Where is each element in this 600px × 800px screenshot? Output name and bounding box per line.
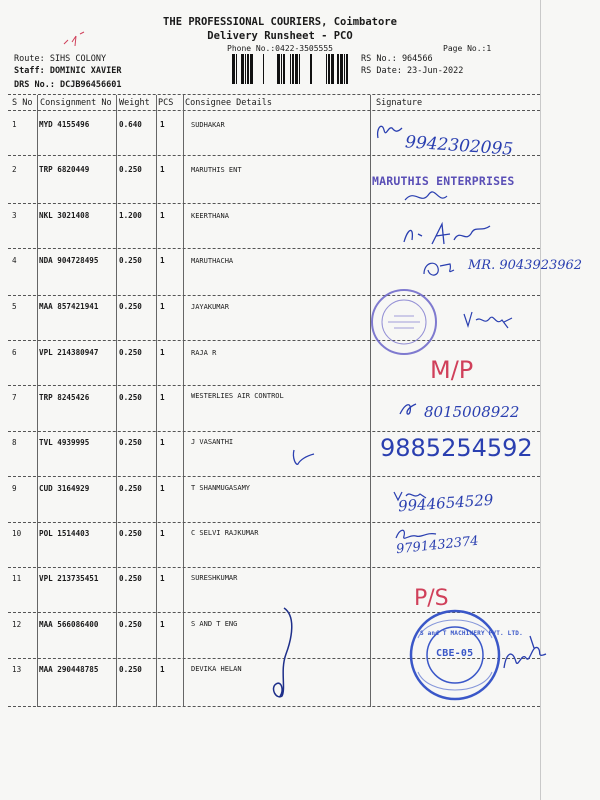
row-pcs: 1 (160, 302, 165, 311)
row-pcs: 1 (160, 348, 165, 357)
postal-seal-icon (368, 286, 440, 358)
row-sno: 7 (12, 393, 17, 402)
column-header-signature: Signature (376, 98, 423, 108)
table-header-rule (8, 110, 540, 111)
row-pcs: 1 (160, 211, 165, 220)
pen-mark-icon (60, 30, 90, 52)
table-top-rule (8, 94, 540, 95)
pen-loop-mark (262, 604, 308, 704)
row-pcs: 1 (160, 620, 165, 629)
column-header-pcs: PCS (158, 98, 174, 108)
row-consignee: SUDHAKAR (191, 121, 225, 129)
row-pcs: 1 (160, 529, 165, 538)
seal-center-text: CBE-05 (436, 648, 474, 659)
barcode-bar (250, 54, 253, 84)
barcode-bar (277, 54, 280, 84)
signature-text: P/S (414, 586, 449, 611)
row-pcs: 1 (160, 574, 165, 583)
barcode-bar (290, 54, 291, 84)
barcode-bar (326, 54, 327, 84)
row-consignment: MYD 4155496 (39, 120, 90, 129)
row-consignment: TVL 4939995 (39, 438, 90, 447)
row-consignee: T SHANMUGASAMY (191, 484, 251, 492)
row-consignee: DEVIKA HELAN (191, 665, 242, 673)
row-sno: 2 (12, 165, 17, 174)
row-consignee: J VASANTHI (191, 438, 234, 446)
row-weight: 0.250 (119, 438, 142, 447)
row-sno: 3 (12, 211, 17, 220)
barcode-bar (263, 54, 264, 84)
row-consignment: MAA 290448785 (39, 665, 99, 674)
barcode-bar (241, 54, 244, 84)
row-divider (8, 295, 540, 296)
barcode-bar (328, 54, 330, 84)
barcode-bar (337, 54, 339, 84)
row-weight: 0.640 (119, 120, 142, 129)
row-consignment: VPL 213735451 (39, 574, 99, 583)
column-header-consignment: Consignment No (40, 98, 112, 108)
row-pcs: 1 (160, 438, 165, 447)
signature-text: M/P (430, 356, 474, 384)
signature-phone: 9942302095 (404, 132, 514, 160)
row-pcs: 1 (160, 256, 165, 265)
row-consignee: MARUTHIS ENT (191, 166, 242, 174)
company-stamp: MARUTHIS ENTERPRISES (372, 174, 515, 188)
barcode-bar (292, 54, 294, 84)
seal-ring-text: S and T MACHINERY PVT. LTD. (420, 630, 523, 637)
row-pcs: 1 (160, 120, 165, 129)
row-pcs: 1 (160, 165, 165, 174)
barcode-bar (283, 54, 285, 84)
row-sno: 9 (12, 484, 17, 493)
row-sno: 4 (12, 256, 17, 265)
signature-phone: 9885254592 (380, 434, 533, 462)
drs-number: DRS No.: DCJB96456601 (14, 80, 122, 90)
barcode-bar (340, 54, 343, 84)
rs-date: RS Date: 23-Jun-2022 (361, 66, 464, 76)
row-divider (8, 476, 540, 477)
row-pcs: 1 (160, 665, 165, 674)
row-consignment: CUD 3164929 (39, 484, 90, 493)
staff-label: Staff: DOMINIC XAVIER (14, 66, 122, 76)
row-weight: 0.250 (119, 348, 142, 357)
table-bottom-rule (8, 706, 540, 707)
company-title: THE PROFESSIONAL COURIERS, Coimbatore (163, 16, 397, 28)
barcode-bar (247, 54, 249, 84)
signature-phone: 9944654529 (397, 490, 494, 516)
row-weight: 0.250 (119, 256, 142, 265)
signature-scribble (396, 398, 422, 420)
row-weight: 0.250 (119, 574, 142, 583)
barcode-bar (232, 54, 235, 84)
row-sno: 6 (12, 348, 17, 357)
route-label: Route: SIHS COLONY (14, 54, 107, 64)
runsheet-subtitle: Delivery Runsheet - PCO (207, 30, 353, 42)
row-weight: 0.250 (119, 484, 142, 493)
column-divider (183, 95, 184, 707)
row-sno: 12 (12, 620, 22, 629)
barcode (232, 54, 352, 84)
row-weight: 1.200 (119, 211, 142, 220)
page-edge (540, 0, 541, 800)
column-divider (156, 95, 157, 707)
row-sno: 11 (12, 574, 22, 583)
signature-scribble (398, 214, 498, 250)
row-consignee: SURESHKUMAR (191, 574, 238, 582)
row-sno: 1 (12, 120, 17, 129)
row-weight: 0.250 (119, 529, 142, 538)
barcode-bar (310, 54, 312, 84)
row-consignment: VPL 214380947 (39, 348, 99, 357)
signature-phone: 9791432374 (395, 533, 480, 558)
row-consignment: MAA 857421941 (39, 302, 99, 311)
row-sno: 10 (12, 529, 22, 538)
signature-scribble (460, 306, 520, 332)
row-weight: 0.250 (119, 620, 142, 629)
barcode-bar (295, 54, 298, 84)
row-consignee: KEERTHANA (191, 212, 229, 220)
row-weight: 0.250 (119, 665, 142, 674)
row-divider (8, 385, 540, 386)
barcode-bar (236, 54, 237, 84)
column-header-weight: Weight (119, 98, 150, 108)
barcode-bar (281, 54, 282, 84)
row-consignment: NDA 904728495 (39, 256, 99, 265)
barcode-bar (299, 54, 300, 84)
barcode-bar (346, 54, 348, 84)
row-consignee: WESTERLIES AIR CONTROL (191, 392, 284, 400)
row-consignment: NKL 3021408 (39, 211, 90, 220)
row-sno: 8 (12, 438, 17, 447)
row-consignee: C SELVI RAJKUMAR (191, 529, 259, 537)
row-divider (8, 431, 540, 432)
phone-number: Phone No.:0422-3505555 (227, 44, 333, 53)
rs-number: RS No.: 964566 (361, 54, 433, 64)
row-divider (8, 340, 540, 341)
row-consignee: MARUTHACHA (191, 257, 234, 265)
row-consignee: JAYAKUMAR (191, 303, 229, 311)
column-divider (116, 95, 117, 707)
row-consignment: MAA 566086400 (39, 620, 99, 629)
row-pcs: 1 (160, 393, 165, 402)
column-divider (370, 95, 371, 707)
signature-phone: 8015008922 (424, 403, 520, 421)
row-weight: 0.250 (119, 302, 142, 311)
column-divider (37, 95, 38, 707)
barcode-bar (331, 54, 334, 84)
signature-text: MR. 9043923962 (468, 258, 583, 273)
barcode-bar (245, 54, 246, 84)
column-header-sno: S No (12, 98, 33, 108)
signature-scribble (420, 256, 460, 282)
row-consignee: S AND T ENG (191, 620, 238, 628)
row-divider (8, 567, 540, 568)
row-weight: 0.250 (119, 393, 142, 402)
row-consignment: TRP 6820449 (39, 165, 90, 174)
row-sno: 13 (12, 665, 22, 674)
row-sno: 5 (12, 302, 17, 311)
signature-scribble (395, 182, 475, 210)
page-number: Page No.:1 (443, 44, 492, 53)
signature-scribble (288, 444, 320, 472)
row-consignment: POL 1514403 (39, 529, 90, 538)
row-divider (8, 522, 540, 523)
row-consignment: TRP 8245426 (39, 393, 90, 402)
barcode-bar (344, 54, 345, 84)
column-header-consignee: Consignee Details (185, 98, 272, 108)
row-pcs: 1 (160, 484, 165, 493)
row-weight: 0.250 (119, 165, 142, 174)
signature-scribble (500, 628, 550, 678)
row-consignee: RAJA R (191, 349, 217, 357)
